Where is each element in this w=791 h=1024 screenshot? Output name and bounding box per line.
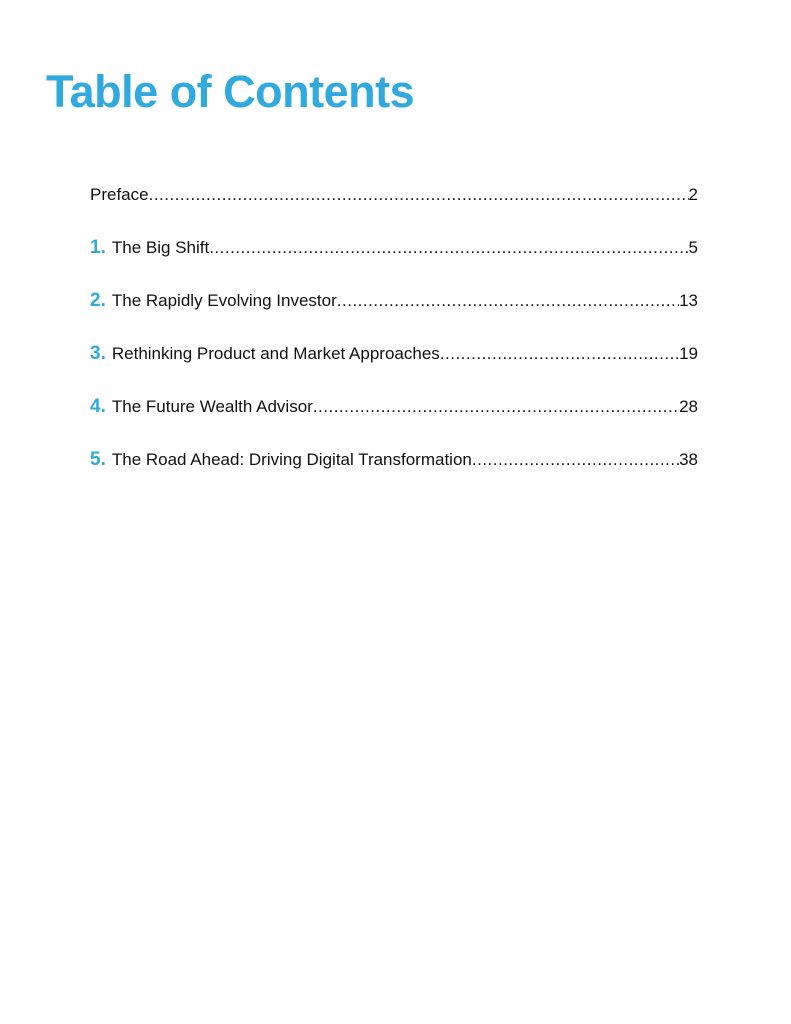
toc-page-number: 28 bbox=[679, 397, 698, 416]
toc-entry-label: The Rapidly Evolving Investor bbox=[111, 291, 337, 310]
toc-chapter-number: 1. bbox=[90, 237, 106, 258]
toc-chapter-number: 2. bbox=[90, 290, 106, 311]
toc-dot-leader bbox=[472, 443, 679, 477]
toc-dot-leader bbox=[440, 337, 679, 371]
toc-entry-label: The Big Shift bbox=[111, 238, 210, 257]
toc-entry-chapter-4[interactable] bbox=[90, 390, 698, 443]
toc-entry-chapter-3[interactable] bbox=[90, 337, 698, 390]
toc-dot-leader bbox=[149, 178, 689, 212]
toc-entry-chapter-2[interactable] bbox=[90, 284, 698, 337]
toc-dot-leader bbox=[209, 231, 688, 265]
toc-list bbox=[90, 178, 698, 496]
toc-page-number: 38 bbox=[679, 450, 698, 469]
toc-chapter-number: 4. bbox=[90, 396, 106, 417]
toc-chapter-number: 3. bbox=[90, 343, 106, 364]
toc-entry-label: Rethinking Product and Market Approaches bbox=[111, 344, 440, 363]
toc-page-number: 13 bbox=[679, 291, 698, 310]
toc-entry-chapter-5[interactable] bbox=[90, 443, 698, 496]
toc-chapter-number: 5. bbox=[90, 449, 106, 470]
toc-dot-leader bbox=[337, 284, 679, 318]
toc-page-number: 2 bbox=[688, 185, 698, 204]
toc-entry-preface[interactable] bbox=[90, 178, 698, 231]
page-title: Table of Contents bbox=[46, 66, 415, 117]
toc-entry-chapter-1[interactable] bbox=[90, 231, 698, 284]
toc-page-number: 19 bbox=[679, 344, 698, 363]
toc-entry-label: Preface bbox=[90, 185, 149, 204]
toc-page-number: 5 bbox=[688, 238, 698, 257]
toc-dot-leader bbox=[313, 390, 679, 424]
toc-entry-label: The Road Ahead: Driving Digital Transformation bbox=[111, 450, 472, 469]
toc-entry-label: The Future Wealth Advisor bbox=[111, 397, 313, 416]
